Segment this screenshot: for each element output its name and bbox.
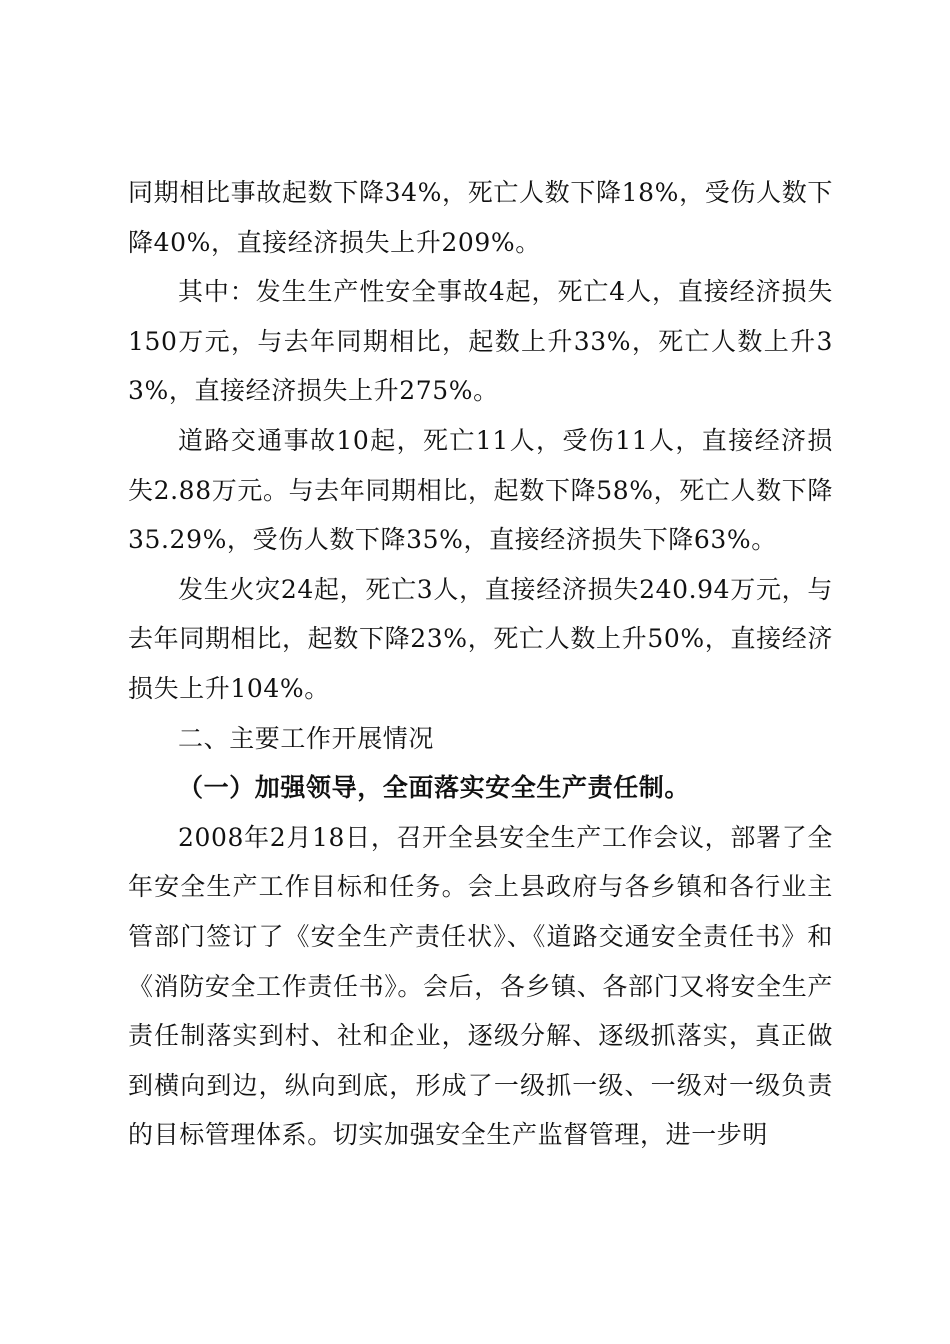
paragraph-fire-accidents: 发生火灾24起，死亡3人，直接经济损失240.94万元，与去年同期相比，起数下降23%，死亡人数上升50%，直接经济损失上升104%。: [128, 574, 833, 703]
paragraph-production-accidents: 其中：发生生产性安全事故4起，死亡4人，直接经济损失150万元，与去年同期相比，起数上升33%，死亡人数上升33%，直接经济损失上升275%。: [128, 277, 833, 406]
subsection-heading: （一）加强领导，全面落实安全生产责任制。: [178, 773, 691, 803]
paragraph-traffic-accidents: 道路交通事故10起，死亡11人，受伤11人，直接经济损失2.88万元。与去年同期相比，起数下降58%，死亡人数下降35.29%，受伤人数下降35%，直接经济损失下降63%。: [128, 425, 833, 555]
paragraph-continuation: 同期相比事故起数下降34%，死亡人数下降18%，受伤人数下降40%，直接经济损失上升209%。: [128, 178, 833, 257]
document-body: [128, 168, 833, 1160]
section-heading: 二、主要工作开展情况: [178, 723, 435, 753]
paragraph-meeting: 2008年2月18日，召开全县安全生产工作会议，部署了全年安全生产工作目标和任务。会上县政府与各乡镇和各行业主管部门签订了《安全生产责任状》、《道路交通安全责任书》和《消防安全工作责任书》。会后，各乡镇、各部门又将安全生产责任制落实到村、社和企业，逐级分解、逐级抓落实，真正做到横向到边，纵向到底，形成了一级抓一级、一级对一级负责的目标管理体系。切实加强安全生产监督管理，进一步明: [128, 822, 833, 1150]
